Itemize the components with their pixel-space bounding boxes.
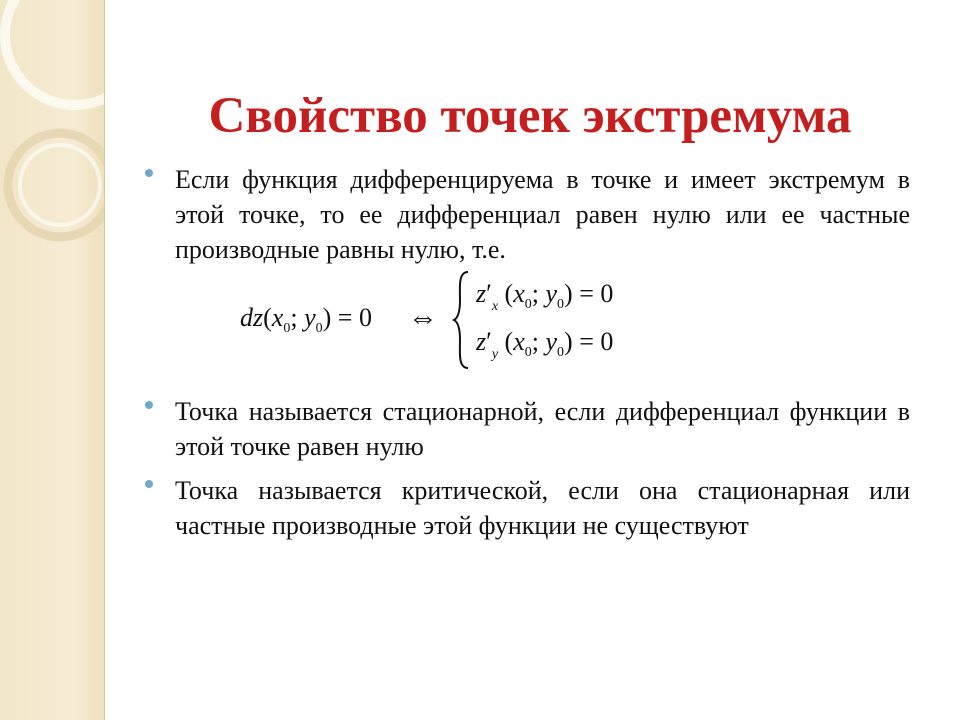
decorative-left-band [0,0,105,720]
slide-title: Свойство точек экстремума [208,88,852,144]
bullet-icon [145,480,153,488]
decorative-rings-icon [0,0,104,720]
differential-formula: $dz(x_0$; $y_0) = 0$ [240,303,372,336]
system-brace-icon [452,270,472,370]
partial-derivative-y: $z'_y$ ($x_0$; $y_0) = 0$ [476,327,614,362]
bullet-item [145,473,910,543]
equivalence-symbol: ⇔ [408,301,438,334]
partial-derivative-x: $z'_x$ ($x_0$; $y_0) = 0$ [476,279,614,314]
bullet-icon [145,401,153,409]
bullet-item [145,394,910,464]
bullet-text: Если функция дифференцируема в точке и имеет экстремум в этой точке, то ее дифференциал равен нулю или ее частные производные равны нулю, т.е. [175,165,910,264]
bullet-icon [145,169,153,177]
bullet-text: Точка называется критической, если она стационарная или частные производные этой функции не существуют [175,476,910,540]
bullet-text: Точка называется стационарной, если дифференциал функции в этой точке равен нулю [175,397,910,461]
bullet-item [145,162,910,267]
